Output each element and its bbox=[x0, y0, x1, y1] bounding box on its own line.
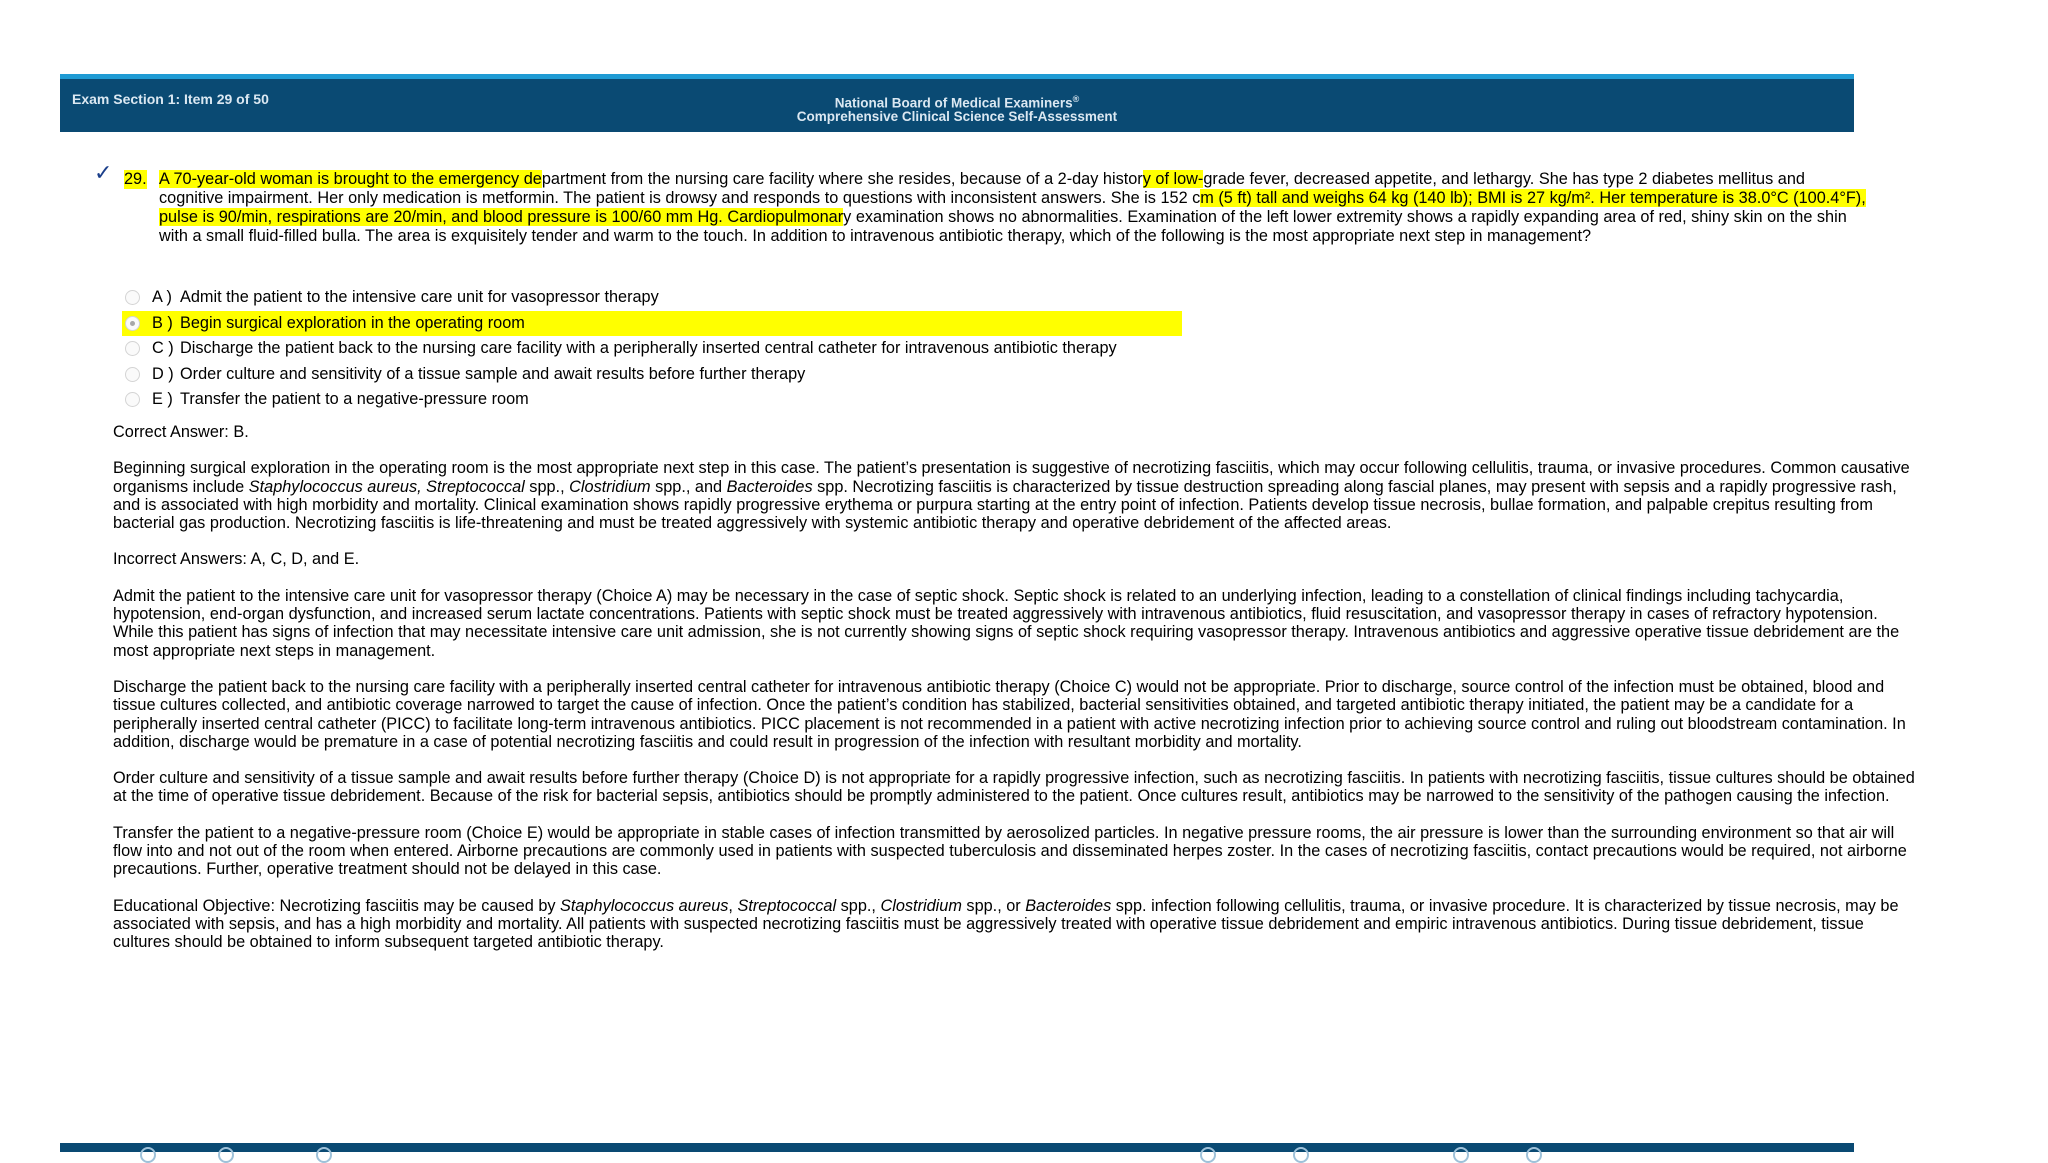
option-text: Admit the patient to the intensive care unit for vasopressor therapy bbox=[180, 288, 659, 306]
toolbar-button-icon[interactable] bbox=[140, 1147, 156, 1163]
checkmark-icon: ✓ bbox=[94, 160, 113, 185]
option-letter: C ) bbox=[152, 339, 174, 358]
explanation-text: spp., bbox=[524, 477, 570, 496]
radio-button[interactable] bbox=[125, 367, 140, 382]
answer-option[interactable] bbox=[122, 336, 1182, 362]
radio-button[interactable] bbox=[125, 392, 140, 407]
organism-name: Streptococcal bbox=[737, 896, 837, 915]
radio-button[interactable] bbox=[125, 290, 140, 305]
explanation-text: spp. Necrotizing fasciitis is characterized by tissue destruction spreading along fascial planes, may present with sepsis and a rapidly progressive rash, and is associated with high morbidity and mortality. Clinical examination shows rapidly progressive erythema or purpura starting at the entry point of infection. Patients develop tissue necrosis, bullae formation, and palpable crepitus resulting from bacterial gas production. Necrotizing fasciitis is life-threatening and must be treated aggressively with systemic antibiotic therapy and operative debridement of the affected areas. bbox=[113, 477, 1897, 533]
option-letter: D ) bbox=[152, 364, 174, 383]
option-letter: E ) bbox=[152, 390, 173, 409]
question-text-segment: y examination shows no abnormalities. Examination of the left lower extremity shows a rapidly expanding area of red, shiny skin on the shin with a small fluid-filled bulla. The area is exquisitely tender and warm to the touch. In addition to intravenous antibiotic therapy, which of the following is the most appropriate next step in management? bbox=[159, 208, 1847, 245]
answer-option[interactable] bbox=[122, 387, 1182, 413]
toolbar-button-icon[interactable] bbox=[1526, 1147, 1542, 1163]
organism-name: Bacteroides bbox=[1025, 896, 1112, 915]
toolbar-button-icon[interactable] bbox=[1200, 1147, 1216, 1163]
highlighted-text: A 70-year-old woman is brought to the emergency de bbox=[159, 170, 542, 188]
highlighted-text: m (5 ft) tall and weighs 64 kg (140 lb); BMI is 27 kg/m². Her temperature is 38.0°C (100.4°F), pulse is 90/min, respirations are 20/min, and blood pressure is 100/60 mm Hg. Cardiopulmonar bbox=[159, 189, 1866, 226]
answer-explanation bbox=[113, 423, 1918, 970]
organism-name: Staphylococcus aureus bbox=[560, 896, 729, 915]
answer-options bbox=[122, 285, 1222, 413]
organism-name: Clostridium bbox=[569, 477, 651, 496]
organism-name: Staphylococcus aureus, Streptococcal bbox=[248, 477, 525, 496]
organism-name: Clostridium bbox=[880, 896, 962, 915]
answer-option[interactable] bbox=[122, 362, 1182, 388]
toolbar-button-icon[interactable] bbox=[1293, 1147, 1309, 1163]
exam-header bbox=[60, 74, 1854, 132]
correct-explanation bbox=[113, 459, 1918, 532]
radio-button[interactable] bbox=[125, 316, 140, 331]
org-name: National Board of Medical Examiners bbox=[834, 95, 1073, 111]
toolbar-button-icon[interactable] bbox=[1453, 1147, 1469, 1163]
question-stem bbox=[124, 170, 1869, 246]
explanation-text: spp. infection following cellulitis, trauma, or invasive procedure. It is characterized by tissue necrosis, may be associated with sepsis, and has a high morbidity and mortality. All patients with suspected necrotizing fasciitis must be aggressively treated with operative tissue debridement and empiric intravenous antibiotics. During tissue debridement, tissue cultures should be obtained to inform subsequent targeted antibiotic therapy. bbox=[113, 896, 1899, 952]
explanation-text: Educational Objective: Necrotizing fasciitis may be caused by bbox=[113, 896, 561, 915]
explanation-text: , bbox=[728, 896, 738, 915]
section-item-label: Exam Section 1: Item 29 of 50 bbox=[72, 91, 269, 107]
correct-answer: Correct Answer: B. bbox=[113, 423, 249, 441]
highlighted-text: y of low- bbox=[1142, 170, 1204, 188]
toolbar-button-icon[interactable] bbox=[218, 1147, 234, 1163]
explanation-text: spp., bbox=[836, 896, 881, 915]
explanation-text: spp., and bbox=[650, 477, 727, 496]
option-text: Transfer the patient to a negative-pressure room bbox=[180, 390, 529, 409]
choice-d-explanation: Order culture and sensitivity of a tissue sample and await results before further therapy (Choice D) is not appropriate for a rapidly progressive infection, such as necrotizing fasciitis. In patients with necrotizing fasciitis, tissue cultures should be obtained at the time of operative tissue debridement. Because of the risk for bacterial sepsis, antibiotics should be promptly administered to the patient. Once cultures result, antibiotics may be narrowed to the sensitivity of the pathogen causing the infection. bbox=[113, 769, 1915, 806]
toolbar-button-icon[interactable] bbox=[316, 1147, 332, 1163]
option-text: Discharge the patient back to the nursing care facility with a peripherally inserted central catheter for intravenous antibiotic therapy bbox=[180, 339, 1117, 358]
choice-e-explanation: Transfer the patient to a negative-pressure room (Choice E) would be appropriate in stable cases of infection transmitted by aerosolized particles. In negative pressure rooms, the air pressure is lower than the surrounding environment so that air will flow into and not out of the room when entered. Airborne precautions are commonly used in patients with suspected tuberculosis and disseminated herpes zoster. In the cases of necrotizing fasciitis, contact precautions would be required, not airborne precautions. Further, operative treatment should not be delayed in this case. bbox=[113, 823, 1907, 879]
radio-button[interactable] bbox=[125, 341, 140, 356]
incorrect-answers: Incorrect Answers: A, C, D, and E. bbox=[113, 550, 360, 569]
option-letter: B ) bbox=[152, 313, 173, 332]
question-text bbox=[159, 170, 1869, 246]
option-text: Order culture and sensitivity of a tissue sample and await results before further therapy bbox=[180, 364, 806, 383]
educational-objective bbox=[113, 897, 1918, 952]
choice-a-explanation: Admit the patient to the intensive care unit for vasopressor therapy (Choice A) may be necessary in the case of septic shock. Septic shock is related to an underlying infection, leading to a constellation of clinical findings including tachycardia, hypotension, end-organ dysfunction, and increased serum lactate concentrations. Patients with septic shock must be treated aggressively with intravenous antibiotics, fluid resuscitation, and vasopressor therapy in cases of refractory hypotension. While this patient has signs of infection that may necessitate intensive care unit admission, she is not currently showing signs of septic shock requiring vasopressor therapy. Intravenous antibiotics and aggressive operative tissue debridement are the most appropriate next steps in management. bbox=[113, 586, 1900, 660]
exam-title-block bbox=[60, 93, 1854, 123]
explanation-text: spp., or bbox=[961, 896, 1026, 915]
option-letter: A ) bbox=[152, 288, 172, 306]
explanation-text: Beginning surgical exploration in the operating room is the most appropriate next step in this case. The patient’s presentation is suggestive of necrotizing fasciitis, which may occur following cellulitis, trauma, or invasive procedures. Common causative organisms include bbox=[113, 459, 1910, 496]
registered-mark: ® bbox=[1072, 94, 1080, 104]
organism-name: Bacteroides bbox=[726, 477, 813, 496]
answer-option[interactable] bbox=[122, 285, 1182, 311]
answer-option[interactable] bbox=[122, 311, 1182, 337]
exam-title: Comprehensive Clinical Science Self-Assessment bbox=[796, 108, 1118, 124]
question-text-segment: grade fever, decreased appetite, and lethargy. She has type 2 diabetes mellitus and cognitive impairment. Her only medication is metformin. The patient is drowsy and responds to questions with inconsistent answers. She is 152 c bbox=[159, 170, 1805, 207]
choice-c-explanation: Discharge the patient back to the nursing care facility with a peripherally inserted central catheter for intravenous antibiotic therapy (Choice C) would not be appropriate. Prior to discharge, source control of the infection must be obtained, blood and tissue cultures collected, and antibiotic coverage narrowed to target the cause of infection. Once the patient’s condition has stabilized, bacterial sensitivities obtained, and targeted antibiotic therapy initiated, the patient may be a candidate for a peripherally inserted central catheter (PICC) to facilitate long-term intravenous antibiotics. PICC placement is not recommended in a patient with active necrotizing infection prior to achieving source control and ruling out bloodstream contamination. In addition, discharge would be premature in a case of potential necrotizing fasciitis and could result in progression of the infection with resultant morbidity and mortality. bbox=[113, 677, 1906, 751]
option-text: Begin surgical exploration in the operating room bbox=[180, 313, 525, 332]
question-number: 29. bbox=[124, 170, 147, 188]
exam-footer-toolbar bbox=[60, 1143, 1854, 1152]
question-text-segment: partment from the nursing care facility where she resides, because of a 2-day histor bbox=[541, 170, 1143, 188]
